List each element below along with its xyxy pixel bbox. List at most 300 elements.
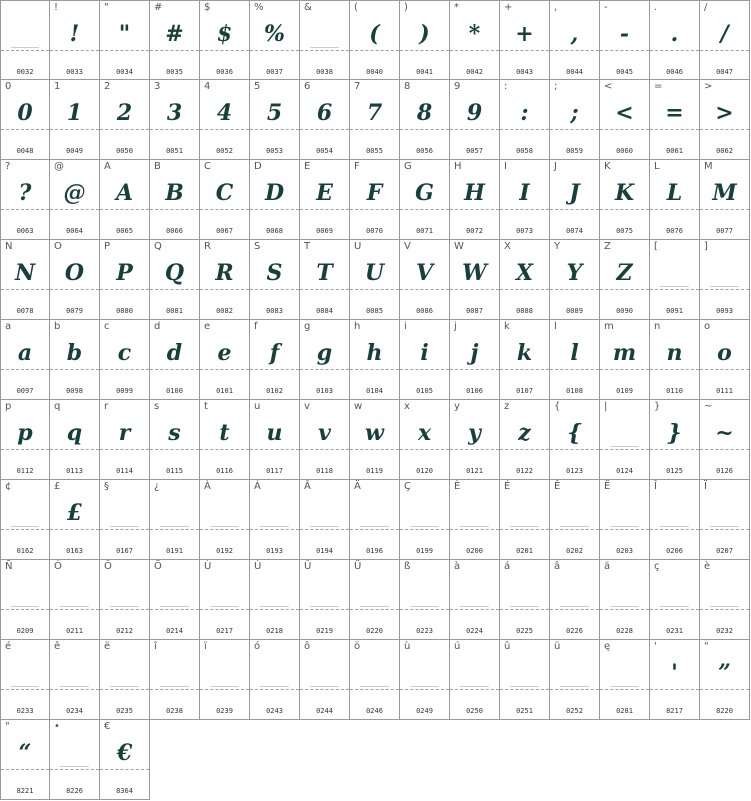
baseline-divider [550,50,599,51]
cell-glyph-sample [500,658,549,688]
missing-glyph-line [110,606,139,607]
missing-glyph-line [610,606,639,607]
baseline-divider [400,689,449,690]
baseline-divider [150,529,199,530]
cell-character-label: k [504,321,510,332]
baseline-divider [400,50,449,51]
baseline-divider [50,769,99,770]
baseline-divider [200,129,249,130]
missing-glyph-line [410,606,439,607]
missing-glyph-line [310,526,339,527]
glyph-cell [50,0,100,80]
baseline-divider [550,609,599,610]
glyph-cell [650,560,700,640]
cell-glyph-sample: p [17,420,33,446]
cell-code-label: 0192 [216,547,233,555]
glyph-cell [300,0,350,80]
cell-glyph-sample [600,578,649,608]
cell-glyph-sample [550,578,599,608]
baseline-divider [500,129,549,130]
cell-character-label: & [304,2,312,13]
cell-code-label: 0057 [466,147,483,155]
glyph-cell [500,0,550,80]
glyph-cell [600,80,650,160]
cell-glyph-sample: W [462,260,487,286]
glyph-cell [200,560,250,640]
cell-character-label: ù [404,641,411,652]
cell-glyph-sample: P [116,260,133,286]
baseline-divider [350,289,399,290]
cell-code-label: 0224 [466,627,483,635]
cell-code-label: 0214 [166,627,183,635]
cell-glyph-sample [50,578,99,608]
cell-code-label: 0193 [266,547,283,555]
baseline-divider [700,369,749,370]
cell-code-label: 0054 [316,147,333,155]
cell-glyph-sample: ! [69,21,80,47]
baseline-divider [250,209,299,210]
cell-code-label: 0038 [316,68,333,76]
cell-code-label: 0239 [216,707,233,715]
cell-glyph-sample [600,498,649,528]
cell-glyph-sample: e [217,340,232,366]
glyph-cell [450,80,500,160]
cell-code-label: 0087 [466,307,483,315]
glyph-cell [50,320,100,400]
cell-glyph-sample: 2 [116,100,133,126]
baseline-divider [1,209,49,210]
glyph-cell [100,0,150,80]
cell-glyph-sample: c [117,340,132,366]
baseline-divider [50,609,99,610]
cell-character-label: d [154,321,161,332]
missing-glyph-line [560,526,589,527]
glyph-cell [300,560,350,640]
missing-glyph-line [710,526,739,527]
glyph-cell [700,0,750,80]
cell-character-label: 3 [154,81,161,92]
cell-glyph-sample: j [470,340,479,366]
cell-character-label: Ç [404,481,411,492]
cell-character-label: U [354,241,362,252]
missing-glyph-line [110,526,139,527]
cell-character-label: r [104,401,109,412]
cell-glyph-sample: u [266,420,283,446]
baseline-divider [300,209,349,210]
glyph-cell [250,560,300,640]
cell-code-label: 0099 [116,387,133,395]
cell-code-label: 0116 [216,467,233,475]
cell-code-label: 0051 [166,147,183,155]
baseline-divider [150,50,199,51]
cell-code-label: 0103 [316,387,333,395]
cell-glyph-sample: J [569,180,580,206]
glyph-cell [300,240,350,320]
cell-glyph-sample [1,658,49,688]
cell-character-label: É [504,481,511,492]
missing-glyph-line [11,47,39,48]
baseline-divider [650,449,699,450]
missing-glyph-line [460,606,489,607]
glyph-cell [350,160,400,240]
glyph-cell [700,640,750,720]
glyph-cell [0,80,50,160]
cell-character-label: £ [54,481,61,492]
cell-glyph-sample: K [614,180,635,206]
baseline-divider [700,689,749,690]
cell-character-label: t [204,401,208,412]
cell-glyph-sample: ' [671,660,678,686]
cell-code-label: 0223 [416,627,433,635]
cell-glyph-sample: } [667,420,682,446]
cell-character-label: v [304,401,310,412]
cell-code-label: 0066 [166,227,183,235]
glyph-cell [350,0,400,80]
baseline-divider [700,609,749,610]
cell-character-label: W [454,241,464,252]
cell-character-label: * [454,2,459,13]
cell-character-label: 9 [454,81,461,92]
cell-code-label: 0058 [516,147,533,155]
cell-character-label: m [604,321,614,332]
glyph-cell [150,320,200,400]
cell-glyph-sample: , [570,21,579,47]
cell-character-label: L [654,161,660,172]
baseline-divider [400,129,449,130]
cell-code-label: 0085 [366,307,383,315]
baseline-divider [350,50,399,51]
glyph-cell [350,560,400,640]
glyph-cell [600,0,650,80]
cell-code-label: 0225 [516,627,533,635]
cell-glyph-sample [300,498,349,528]
baseline-divider [250,529,299,530]
glyph-cell [650,0,700,80]
glyph-cell [500,400,550,480]
cell-character-label: è [704,561,711,572]
cell-character-label: G [404,161,412,172]
glyph-cell [600,160,650,240]
cell-glyph-sample: ~ [715,420,734,446]
cell-code-label: 0064 [66,227,83,235]
cell-character-label: T [304,241,311,252]
baseline-divider [250,129,299,130]
baseline-divider [400,209,449,210]
missing-glyph-line [160,686,189,687]
cell-code-label: 0080 [116,307,133,315]
baseline-divider [550,369,599,370]
cell-glyph-sample [350,498,399,528]
cell-glyph-sample [150,658,199,688]
cell-character-label: R [204,241,211,252]
baseline-divider [650,209,699,210]
cell-code-label: 0117 [266,467,283,475]
cell-code-label: 0200 [466,547,483,555]
cell-glyph-sample [1,19,49,49]
baseline-divider [100,289,149,290]
cell-code-label: 0086 [416,307,433,315]
cell-code-label: 0212 [116,627,133,635]
glyph-cell [250,80,300,160]
cell-code-label: 0125 [666,467,683,475]
cell-character-label: % [254,2,264,13]
glyph-cell [200,400,250,480]
cell-code-label: 0203 [616,547,633,555]
baseline-divider [1,369,49,370]
glyph-cell [0,720,50,800]
baseline-divider [500,369,549,370]
cell-code-label: 0243 [266,707,283,715]
cell-code-label: 0126 [716,467,733,475]
baseline-divider [400,609,449,610]
baseline-divider [150,609,199,610]
cell-glyph-sample: o [717,340,732,366]
cell-glyph-sample: l [570,340,579,366]
baseline-divider [300,369,349,370]
glyph-cell [0,480,50,560]
cell-code-label: 0194 [316,547,333,555]
cell-glyph-sample: * [468,21,481,47]
cell-code-label: 0034 [116,68,133,76]
baseline-divider [1,689,49,690]
baseline-divider [250,449,299,450]
cell-code-label: 0104 [366,387,383,395]
cell-glyph-sample: / [720,21,729,47]
cell-glyph-sample [250,498,299,528]
cell-character-label: w [354,401,363,412]
cell-code-label: 0246 [366,707,383,715]
cell-code-label: 0115 [166,467,183,475]
baseline-divider [50,689,99,690]
cell-code-label: 0209 [16,627,34,635]
cell-code-label: 0036 [216,68,233,76]
missing-glyph-line [11,606,39,607]
cell-glyph-sample [500,498,549,528]
cell-code-label: 0090 [616,307,633,315]
glyph-cell [400,640,450,720]
cell-code-label: 0232 [716,627,733,635]
cell-code-label: 0084 [316,307,333,315]
cell-character-label: ? [5,161,11,172]
cell-code-label: 0124 [616,467,633,475]
cell-code-label: 0112 [16,467,34,475]
glyph-cell [500,560,550,640]
glyph-cell [550,160,600,240]
cell-character-label: ) [404,2,408,13]
glyph-cell [450,560,500,640]
cell-code-label: 0063 [16,227,34,235]
cell-glyph-sample [50,658,99,688]
cell-glyph-sample [1,578,49,608]
baseline-divider [500,529,549,530]
glyph-cell [600,240,650,320]
cell-character-label: H [454,161,462,172]
cell-glyph-sample [700,498,749,528]
cell-code-label: 0046 [666,68,683,76]
cell-code-label: 0218 [266,627,283,635]
cell-code-label: 0069 [316,227,333,235]
missing-glyph-line [210,686,239,687]
glyph-cell [600,400,650,480]
baseline-divider [100,449,149,450]
glyph-cell [100,560,150,640]
cell-glyph-sample: H [464,180,485,206]
cell-glyph-sample: { [567,420,582,446]
baseline-divider [200,609,249,610]
missing-glyph-line [60,606,89,607]
cell-glyph-sample: % [264,21,285,47]
missing-glyph-line [660,606,689,607]
cell-code-label: 0040 [366,68,383,76]
cell-code-label: 0049 [66,147,83,155]
glyph-cell [200,480,250,560]
cell-glyph-sample: D [264,180,285,206]
baseline-divider [450,129,499,130]
cell-code-label: 0079 [66,307,83,315]
missing-glyph-line [110,686,139,687]
baseline-divider [200,50,249,51]
baseline-divider [250,50,299,51]
cell-glyph-sample: 5 [266,100,283,126]
cell-glyph-sample: - [619,21,630,47]
cell-code-label: 0037 [266,68,283,76]
baseline-divider [350,689,399,690]
cell-character-label: B [154,161,161,172]
glyph-cell [500,320,550,400]
glyph-cell [150,160,200,240]
cell-glyph-sample: v [318,420,331,446]
cell-glyph-sample [450,578,499,608]
cell-code-label: 0114 [116,467,133,475]
glyph-cell [0,240,50,320]
cell-glyph-sample: B [165,180,184,206]
cell-code-label: 8364 [116,787,133,795]
baseline-divider [600,209,649,210]
cell-glyph-sample: 0 [17,100,33,126]
cell-glyph-sample [100,498,149,528]
baseline-divider [300,449,349,450]
glyph-cell [150,0,200,80]
cell-code-label: 0097 [16,387,34,395]
cell-character-label: 4 [204,81,211,92]
glyph-cell [200,80,250,160]
baseline-divider [200,689,249,690]
baseline-divider [150,369,199,370]
cell-character-label: 0 [5,81,12,92]
cell-glyph-sample: k [516,340,533,366]
cell-glyph-sample: £ [66,500,83,526]
cell-code-label: 0251 [516,707,533,715]
glyph-cell [400,240,450,320]
cell-glyph-sample: > [715,100,734,126]
cell-character-label: 1 [54,81,61,92]
cell-glyph-sample [350,578,399,608]
cell-character-label: ï [204,641,207,652]
cell-character-label: } [654,401,661,412]
cell-character-label: à [454,561,461,572]
cell-code-label: 0055 [366,147,383,155]
glyph-cell [100,400,150,480]
glyph-cell [250,240,300,320]
cell-glyph-sample: E [316,180,333,206]
cell-glyph-sample: V [415,260,434,286]
baseline-divider [100,129,149,130]
cell-character-label: M [704,161,713,172]
cell-code-label: 0162 [16,547,34,555]
cell-code-label: 0231 [666,627,683,635]
glyph-cell [150,480,200,560]
baseline-divider [150,289,199,290]
cell-code-label: 0191 [166,547,183,555]
cell-character-label: 5 [254,81,261,92]
cell-glyph-sample: ? [18,180,32,206]
cell-character-label: n [654,321,661,332]
cell-glyph-sample: 8 [416,100,433,126]
cell-code-label: 0089 [566,307,583,315]
cell-glyph-sample [200,498,249,528]
cell-code-label: 0111 [716,387,733,395]
missing-glyph-line [510,606,539,607]
cell-character-label: À [204,481,211,492]
baseline-divider [650,689,699,690]
baseline-divider [300,529,349,530]
glyph-cell [550,240,600,320]
cell-glyph-sample [200,578,249,608]
cell-glyph-sample: + [515,21,534,47]
cell-glyph-sample [100,578,149,608]
cell-character-label: ~ [704,401,713,412]
baseline-divider [600,689,649,690]
missing-glyph-line [460,686,489,687]
cell-code-label: 0234 [66,707,83,715]
cell-glyph-sample: m [612,340,637,366]
cell-character-label: Ö [154,561,162,572]
glyph-cell [50,160,100,240]
cell-code-label: 0045 [616,68,633,76]
baseline-divider [700,129,749,130]
cell-character-label: Q [154,241,162,252]
glyph-cell [650,400,700,480]
cell-character-label: z [504,401,510,412]
glyph-cell [650,640,700,720]
cell-glyph-sample [700,578,749,608]
cell-code-label: 0091 [666,307,683,315]
missing-glyph-line [11,526,39,527]
cell-glyph-sample: h [366,340,383,366]
baseline-divider [450,449,499,450]
cell-code-label: 0123 [566,467,583,475]
cell-character-label: ê [54,641,61,652]
cell-character-label: , [554,2,558,13]
cell-code-label: 0033 [66,68,83,76]
glyph-cell [450,400,500,480]
cell-glyph-sample [650,578,699,608]
baseline-divider [100,369,149,370]
baseline-divider [150,689,199,690]
glyph-cell [450,640,500,720]
baseline-divider [200,449,249,450]
cell-character-label: ô [304,641,311,652]
cell-code-label: 0053 [266,147,283,155]
cell-character-label: Ï [704,481,707,492]
baseline-divider [550,209,599,210]
cell-code-label: 0060 [616,147,633,155]
cell-character-label: N [5,241,13,252]
cell-character-label: C [204,161,211,172]
missing-glyph-line [710,606,739,607]
glyph-cell [550,400,600,480]
cell-character-label: ë [104,641,111,652]
